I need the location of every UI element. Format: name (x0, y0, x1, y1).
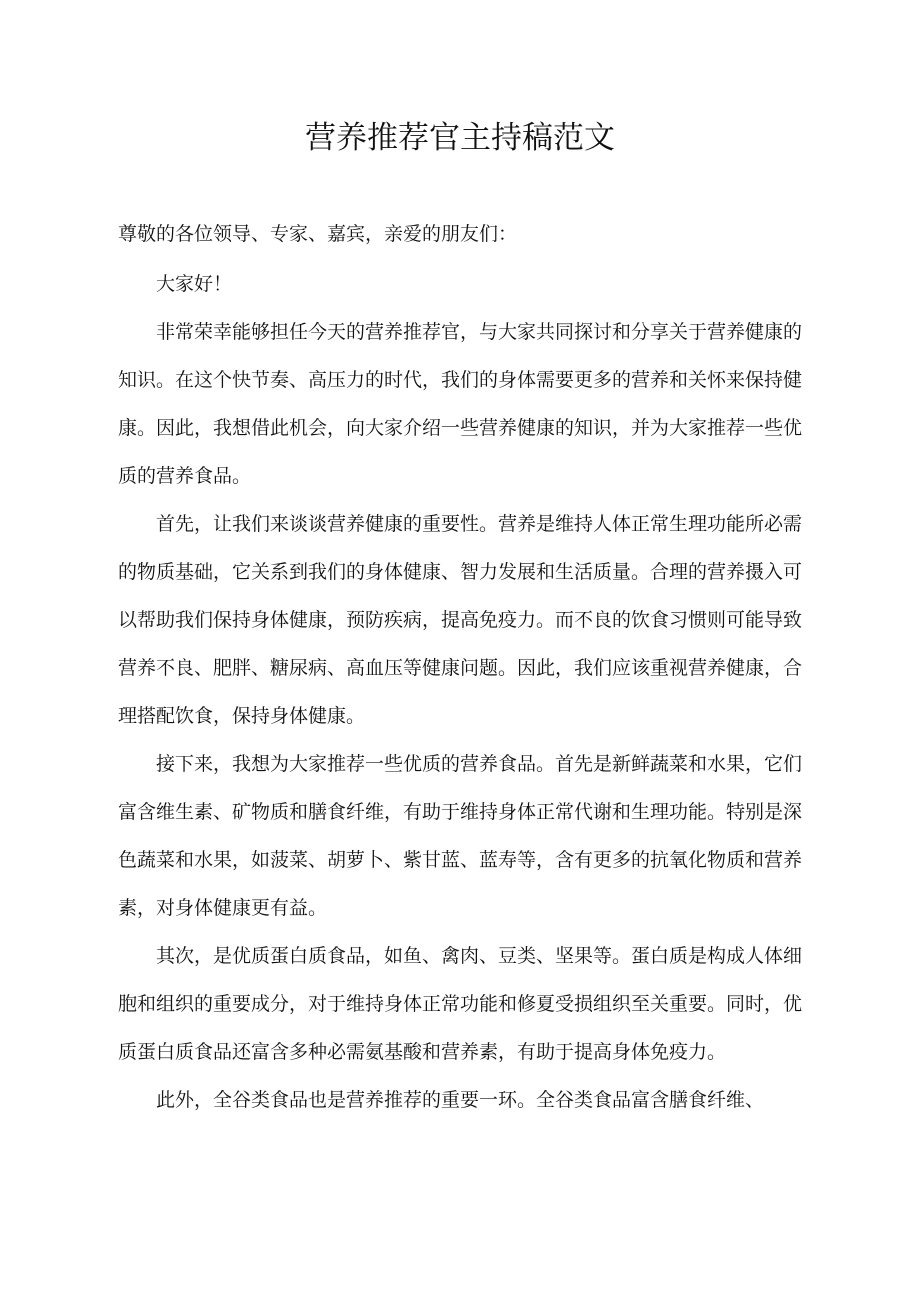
paragraph-vegetables-fruits: 接下来，我想为大家推荐一些优质的营养食品。首先是新鲜蔬菜和水果，它们富含维生素、矿物质和膳食纤维，有助于维持身体正常代谢和生理功能。特别是深色蔬菜和水果，如菠菜、胡萝卜、紫甘蓝、蓝寿等，含有更多的抗氧化物质和营养素，对身体健康更有益。 (118, 753, 803, 919)
paragraph-whole-grains: 此外，全谷类食品也是营养推荐的重要一环。全谷类食品富含膳食纤维、 (156, 1089, 765, 1111)
document-body (118, 210, 802, 1124)
document-title: 营养推荐官主持稿范文 (305, 120, 615, 156)
salutation: 尊敬的各位领导、专家、嘉宾，亲爱的朋友们： (118, 223, 518, 245)
paragraph-intro: 非常荣幸能够担任今天的营养推荐官，与大家共同探讨和分享关于营养健康的知识。在这个快节奏、高压力的时代，我们的身体需要更多的营养和关怀来保持健康。因此，我想借此机会，向大家介绍一些营养健康的知识，并为大家推荐一些优质的营养食品。 (118, 321, 803, 487)
paragraph-greeting: 大家好！ (156, 273, 233, 295)
paragraph-importance: 首先，让我们来谈谈营养健康的重要性。营养是维持人体正常生理功能所必需的物质基础，它关系到我们的身体健康、智力发展和生活质量。合理的营养摄入可以帮助我们保持身体健康，预防疾病，提高免疫力。而不良的饮食习惯则可能导致营养不良、肥胖、糖尿病、高血压等健康问题。因此，我们应该重视营养健康，合理搭配饮食，保持身体健康。 (118, 513, 803, 727)
paragraph-protein: 其次，是优质蛋白质食品，如鱼、禽肉、豆类、坚果等。蛋白质是构成人体细胞和组织的重要成分，对于维持身体正常功能和修夏受损组织至关重要。同时，优质蛋白质食品还富含多种必需氨基酸和营养素，有助于提高身体免疫力。 (118, 945, 803, 1063)
